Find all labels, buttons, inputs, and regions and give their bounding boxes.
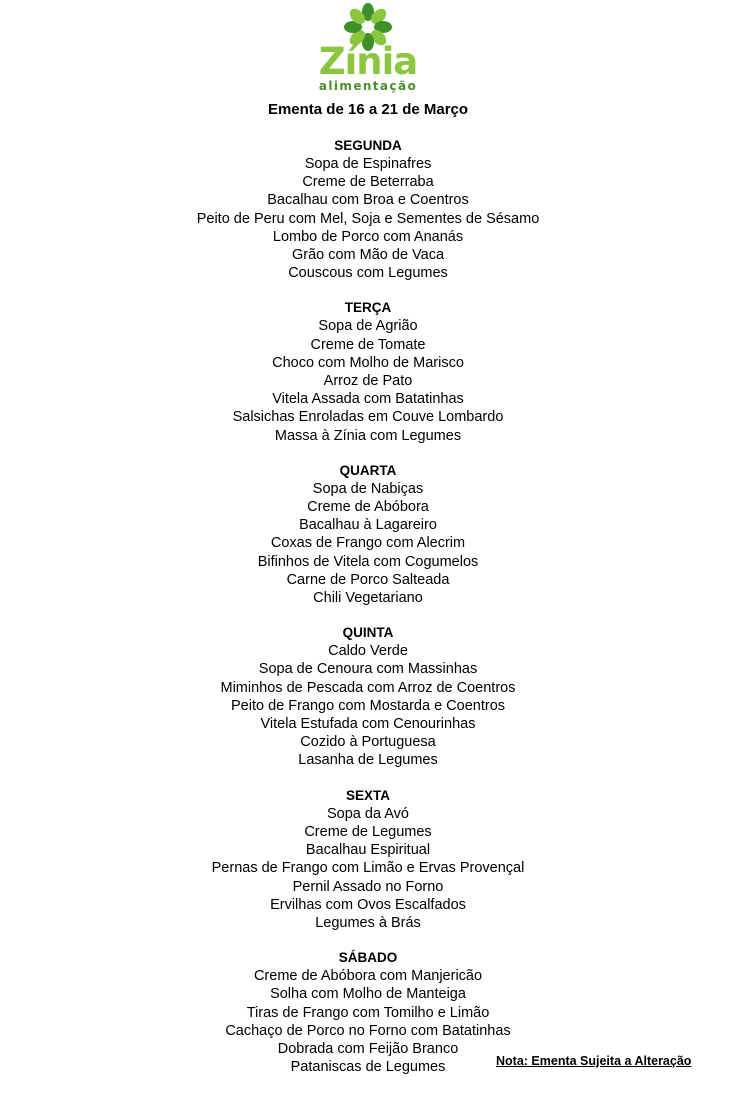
- dish-item: Creme de Beterraba: [302, 174, 434, 191]
- dish-item: Sopa de Espinafres: [304, 156, 432, 172]
- page-title: Ementa de 16 a 21 de Março: [267, 101, 469, 118]
- day-name: SEXTA: [345, 787, 390, 803]
- dish-item: Salsichas Enroladas em Couve Lombardo: [232, 409, 504, 426]
- dish-item: Solha com Molho de Manteiga: [270, 986, 466, 1003]
- dish-item: Peito de Frango com Mostarda e Coentros: [230, 697, 506, 714]
- dish-item: Bacalhau à Lagareiro: [299, 517, 437, 534]
- brand-logo: [318, 2, 418, 96]
- dish-item: Pernil Assado no Forno: [292, 878, 444, 895]
- day-name: QUINTA: [342, 625, 394, 641]
- dish-item: Ervilhas com Ovos Escalfados: [270, 896, 466, 913]
- dish-item: Chili Vegetariano: [313, 590, 423, 607]
- day-quarta: [0, 462, 736, 607]
- dish-item: Massa à Zínia com Legumes: [274, 427, 462, 444]
- dish-item: Caldo Verde: [328, 643, 408, 660]
- dish-item: Pataniscas de Legumes: [290, 1059, 446, 1076]
- dish-item: Bifinhos de Vitela com Cogumelos: [257, 553, 479, 570]
- dish-item: Lasanha de Legumes: [298, 752, 438, 769]
- day-terca: [0, 299, 736, 444]
- dish-item: Sopa de Cenoura com Massinhas: [258, 661, 478, 678]
- dish-item: Creme de Abóbora: [307, 499, 429, 516]
- dish-item: Couscous com Legumes: [288, 265, 448, 282]
- dish-item: Vitela Estufada com Cenourinhas: [260, 716, 476, 733]
- dish-item: Dobrada com Feijão Branco: [277, 1040, 459, 1057]
- day-name: SEGUNDA: [334, 138, 402, 153]
- dish-item: Creme de Abóbora com Manjericão: [253, 968, 483, 985]
- day-sexta: [0, 787, 736, 932]
- dish-item: Choco com Molho de Marisco: [272, 354, 464, 371]
- dish-item: Legumes à Brás: [315, 914, 421, 931]
- dish-item: Bacalhau com Broa e Coentros: [267, 192, 469, 209]
- day-name: SÁBADO: [338, 950, 398, 966]
- dish-item: Lombo de Porco com Ananás: [272, 228, 464, 245]
- day-name: TERÇA: [344, 300, 392, 316]
- dish-item: Sopa de Nabiças: [312, 480, 424, 497]
- dish-item: Cozido à Portuguesa: [300, 734, 436, 751]
- dish-item: Grão com Mão de Vaca: [291, 247, 445, 264]
- dish-item: Sopa de Agrião: [318, 318, 418, 335]
- dish-item: Carne de Porco Salteada: [286, 571, 450, 588]
- dish-item: Sopa da Avó: [327, 805, 409, 822]
- day-quinta: [0, 624, 736, 769]
- dish-item: Bacalhau Espiritual: [305, 842, 431, 859]
- dish-item: Creme de Tomate: [310, 336, 426, 353]
- dish-item: Vitela Assada com Batatinhas: [272, 391, 464, 408]
- dish-item: Cachaço de Porco no Forno com Batatinhas: [225, 1022, 511, 1039]
- brand-subtitle: alimentação: [318, 79, 418, 93]
- dish-item: Miminhos de Pescada com Arroz de Coentros: [220, 679, 516, 696]
- weekly-menu: [0, 137, 736, 1093]
- alteration-note: Nota: Ementa Sujeita a Alteração: [496, 1054, 692, 1068]
- brand-name: Zínia: [318, 40, 418, 83]
- day-segunda: [0, 137, 736, 282]
- dish-item: Arroz de Pato: [323, 373, 413, 390]
- dish-item: Tiras de Frango com Tomilho e Limão: [246, 1004, 490, 1021]
- dish-item: Creme de Legumes: [304, 823, 432, 840]
- day-name: QUARTA: [339, 462, 397, 478]
- dish-item: Peito de Peru com Mel, Soja e Sementes de Sésamo: [196, 210, 540, 227]
- dish-item: Coxas de Frango com Alecrim: [270, 535, 466, 552]
- dish-item: Pernas de Frango com Limão e Ervas Provençal: [211, 860, 525, 877]
